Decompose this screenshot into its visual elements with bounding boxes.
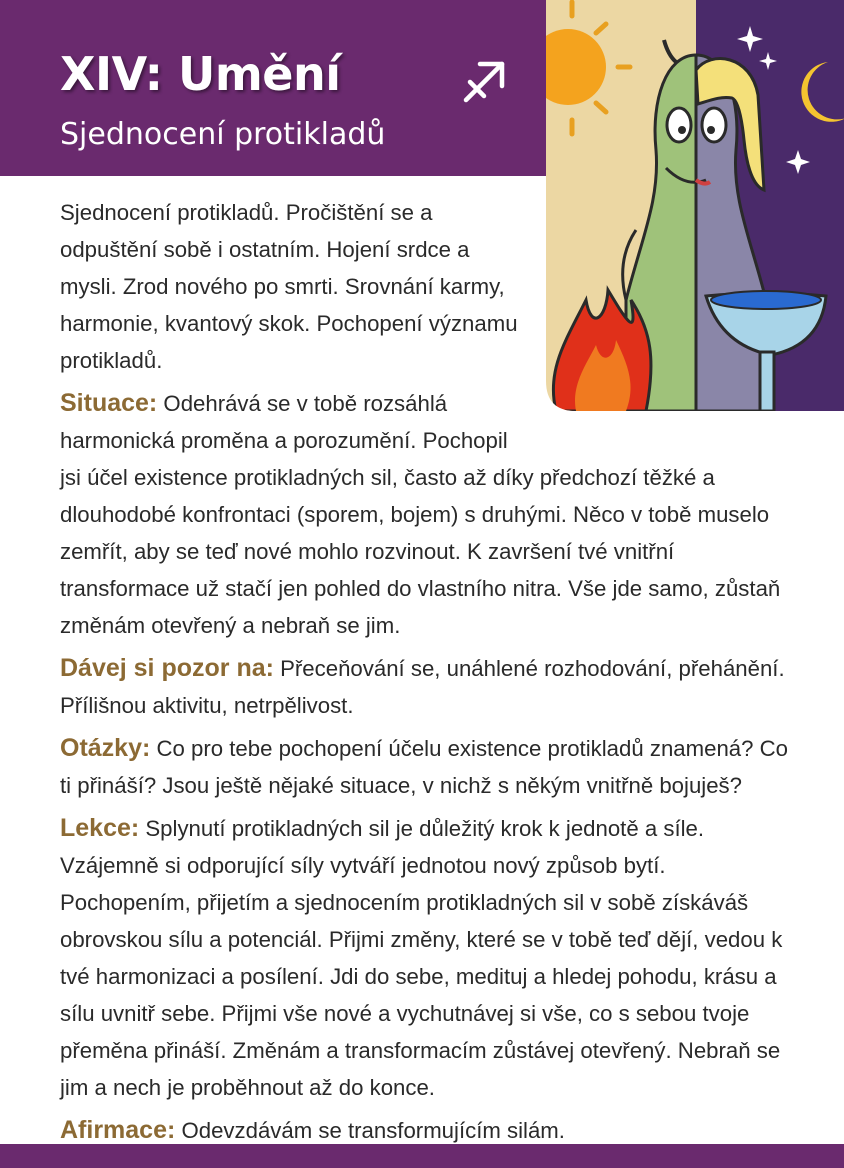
section-caution [60,650,790,724]
section-text: Co pro tebe pochopení účelu existence protikladů znamená? Co ti přináší? Jsou ještě nějaké situace, v nichž s někým vnitřně bojuješ? [60,736,788,798]
section-text: Odevzdávám se transformujícím silám. [175,1118,565,1143]
section-text: Přeceňování se, unáhlené rozhodování, přehánění. Přílišnou aktivitu, netrpělivost. [60,656,785,718]
illustration-spacer [522,194,790,442]
section-label: Dávej si pozor na: [60,654,274,682]
section-lesson [60,810,790,1106]
intro-paragraph: Sjednocení protikladů. Pročištění se a odpuštění sobě i ostatním. Hojení srdce a mysli. Zrod nového po smrti. Srovnání karmy, harmonie, kvantový skok. Pochopení významu protikladů. [60,200,518,373]
card-subtitle: Sjednocení protikladů [60,117,386,152]
footer-bar [0,1144,844,1168]
sagittarius-icon [460,58,508,106]
section-label: Afirmace: [60,1116,176,1144]
section-label: Situace: [60,389,158,417]
section-label: Lekce: [60,814,140,842]
section-questions [60,730,790,804]
card-text [60,194,790,1155]
card-header [0,0,546,176]
section-text: Splynutí protikladných sil je důležitý krok k jednotě a síle. Vzájemně si odporující síly vytváří jednotou nový způsob bytí. Pochopením, přijetím a sjednocením protikladných sil v sobě získáváš obrovskou sílu a potenciál. Přijmi změny, které se v tobě teď dějí, vedou k tvé harmonizaci a posílení. Jdi do sebe, medituj a hledej pohodu, krásu a sílu uvnitř sebe. Přijmi vše nové a vychutnávej si vše, co s sebou tvoje přeměna přináší. Změnám a transformacím zůstávej otevřený. Nebraň se jim a nech je proběhnout až do konce. [60,816,783,1100]
card-title: XIV: Umění [60,47,341,101]
section-text: Odehrává se v tobě rozsáhlá harmonická proměna a porozumění. Pochopil jsi účel existence protikladných sil, často až díky předchozí těžké a dlouhodobé konfrontaci (sporem, bojem) s druhými. Něco v tobě muselo zemřít, aby se teď nové mohlo rozvinout. K završení tvé vnitřní transformace už stačí jen pohled do vlastního nitra. Vše jde samo, zůstaň změnám otevřený a nebraň se jim. [60,391,781,638]
section-label: Otázky: [60,734,151,762]
